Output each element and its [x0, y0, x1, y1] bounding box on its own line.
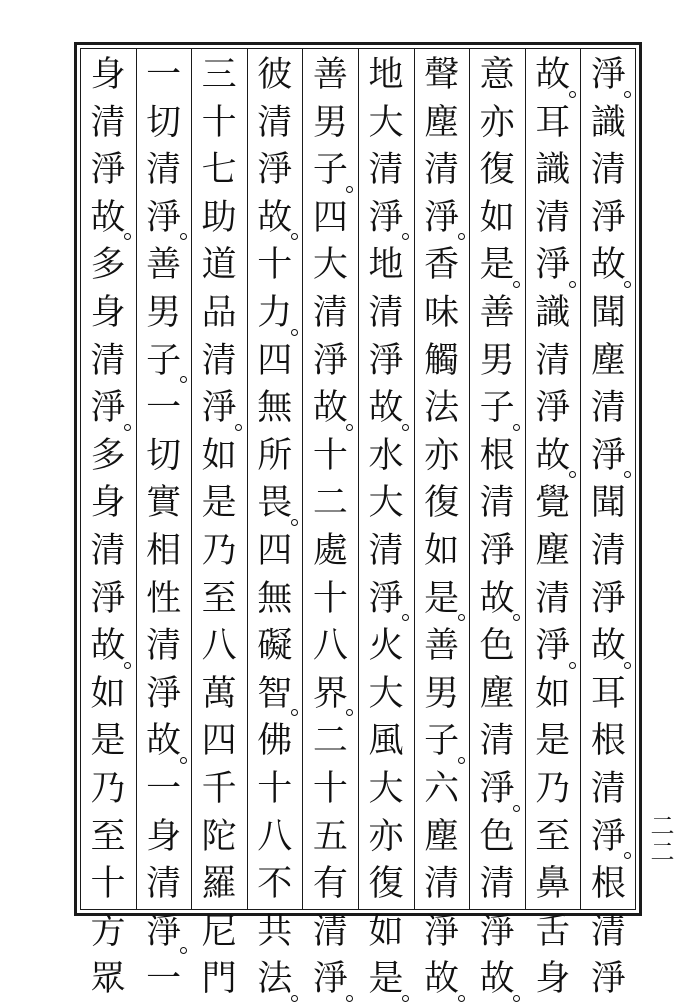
character: 無: [257, 578, 293, 619]
character: 故: [532, 433, 574, 481]
character: 性: [146, 578, 182, 619]
character: 男: [146, 292, 182, 333]
punctuation-circle: [624, 662, 631, 669]
character: 如: [368, 911, 404, 952]
character: 覺: [535, 483, 571, 524]
character: 清: [90, 530, 126, 571]
character: 一: [146, 388, 182, 429]
punctuation-circle: [513, 995, 520, 1002]
character: 識: [590, 102, 626, 143]
character: 清: [590, 388, 626, 429]
character: 清: [312, 911, 348, 952]
text-column: [470, 52, 524, 1000]
character: 故: [309, 385, 351, 433]
column-rule: [414, 48, 415, 910]
character: 淨: [146, 673, 182, 714]
character: 地: [368, 245, 404, 286]
character: 眾: [90, 959, 126, 1000]
character: 七: [201, 150, 237, 191]
character: 故: [254, 195, 296, 243]
punctuation-circle: [569, 662, 576, 669]
character: 淨: [87, 385, 129, 433]
character: 二: [312, 721, 348, 762]
character: 故: [476, 956, 518, 1004]
character: 身: [90, 55, 126, 95]
character: 淨: [257, 150, 293, 191]
character: 色: [479, 816, 515, 857]
character: 身: [90, 483, 126, 524]
character: 塵: [590, 340, 626, 381]
character: 八: [257, 816, 293, 857]
character: 是: [535, 721, 571, 762]
punctuation-circle: [624, 471, 631, 478]
character: 故: [532, 52, 574, 100]
punctuation-circle: [513, 614, 520, 621]
character: 相: [146, 530, 182, 571]
character: 善: [312, 55, 348, 95]
character: 清: [90, 102, 126, 143]
punctuation-circle: [624, 281, 631, 288]
character: 清: [590, 530, 626, 571]
character: 識: [535, 150, 571, 191]
character: 十: [312, 578, 348, 619]
character: 大: [368, 768, 404, 809]
character: 畏: [254, 480, 296, 528]
character: 四: [257, 530, 293, 571]
character: 淨: [587, 433, 629, 481]
character: 清: [479, 483, 515, 524]
character: 大: [368, 102, 404, 143]
character: 地: [368, 55, 404, 95]
character: 清: [257, 102, 293, 143]
character: 亦: [368, 816, 404, 857]
character: 男: [479, 340, 515, 381]
character: 三: [201, 55, 237, 95]
character: 共: [257, 911, 293, 952]
character: 至: [90, 816, 126, 857]
character: 清: [201, 340, 237, 381]
character: 塵: [424, 102, 460, 143]
punctuation-circle: [291, 519, 298, 526]
character: 清: [424, 150, 460, 191]
character: 實: [146, 483, 182, 524]
character: 淨: [590, 578, 626, 619]
character: 八: [201, 626, 237, 667]
punctuation-circle: [624, 852, 631, 859]
page-number: 二二: [646, 813, 674, 865]
character: 故: [87, 623, 129, 671]
character: 陀: [201, 816, 237, 857]
punctuation-circle: [624, 91, 631, 98]
punctuation-circle: [291, 995, 298, 1002]
punctuation-circle: [569, 471, 576, 478]
character: 淨: [590, 959, 626, 1000]
character: 處: [312, 530, 348, 571]
column-rule: [358, 48, 359, 910]
punctuation-circle: [346, 424, 353, 431]
character: 清: [368, 292, 404, 333]
character: 根: [479, 435, 515, 476]
character: 切: [146, 435, 182, 476]
character: 五: [312, 816, 348, 857]
character: 十: [257, 245, 293, 286]
character: 子: [421, 718, 463, 766]
character: 善: [479, 292, 515, 333]
character: 聞: [590, 483, 626, 524]
character: 千: [201, 768, 237, 809]
character: 清: [535, 197, 571, 238]
character: 至: [535, 816, 571, 857]
character: 復: [424, 483, 460, 524]
character: 淨: [424, 911, 460, 952]
character: 觸: [424, 340, 460, 381]
character: 四: [312, 197, 348, 238]
character: 佛: [257, 721, 293, 762]
punctuation-circle: [402, 233, 409, 240]
character: 清: [590, 911, 626, 952]
character: 淨: [479, 530, 515, 571]
character: 羅: [201, 864, 237, 905]
character: 淨: [365, 195, 407, 243]
character: 如: [201, 435, 237, 476]
character: 身: [146, 816, 182, 857]
punctuation-circle: [291, 709, 298, 716]
character: 淨: [587, 52, 629, 100]
punctuation-circle: [180, 757, 187, 764]
character: 如: [535, 673, 571, 714]
character: 聞: [590, 292, 626, 333]
text-column: [526, 52, 580, 1000]
character: 故: [421, 956, 463, 1004]
character: 力: [254, 290, 296, 338]
character: 子: [476, 385, 518, 433]
punctuation-circle: [124, 424, 131, 431]
punctuation-circle: [291, 329, 298, 336]
character: 無: [257, 388, 293, 429]
character: 淨: [143, 195, 185, 243]
character: 十: [312, 768, 348, 809]
character: 淨: [198, 385, 240, 433]
character: 亦: [424, 435, 460, 476]
character: 復: [368, 864, 404, 905]
character: 鼻: [535, 864, 571, 905]
character: 六: [424, 768, 460, 809]
character: 故: [587, 242, 629, 290]
character: 淨: [532, 623, 574, 671]
punctuation-circle: [569, 91, 576, 98]
character: 道: [201, 245, 237, 286]
character: 萬: [201, 673, 237, 714]
character: 品: [201, 292, 237, 333]
character: 故: [587, 623, 629, 671]
character: 耳: [590, 673, 626, 714]
character: 切: [146, 102, 182, 143]
character: 子: [143, 338, 185, 386]
character: 根: [590, 721, 626, 762]
text-column: [415, 52, 469, 1000]
character: 彼: [257, 55, 293, 95]
character: 意: [479, 55, 515, 95]
character: 淨: [587, 814, 629, 862]
character: 一: [146, 768, 182, 809]
character: 是: [476, 242, 518, 290]
punctuation-circle: [124, 233, 131, 240]
character: 風: [368, 721, 404, 762]
character: 有: [312, 864, 348, 905]
character: 水: [368, 435, 404, 476]
punctuation-circle: [458, 995, 465, 1002]
column-rule: [302, 48, 303, 910]
character: 如: [90, 673, 126, 714]
punctuation-circle: [180, 376, 187, 383]
character: 故: [365, 385, 407, 433]
character: 清: [590, 150, 626, 191]
character: 法: [424, 388, 460, 429]
text-column: [137, 52, 191, 1000]
character: 香: [424, 245, 460, 286]
character: 身: [90, 292, 126, 333]
character: 清: [368, 150, 404, 191]
character: 智: [254, 671, 296, 719]
character: 淨: [535, 388, 571, 429]
character: 亦: [479, 102, 515, 143]
punctuation-circle: [402, 614, 409, 621]
character: 清: [368, 530, 404, 571]
character: 乃: [201, 530, 237, 571]
punctuation-circle: [124, 662, 131, 669]
character: 至: [201, 578, 237, 619]
character: 淨: [532, 242, 574, 290]
character: 淨: [143, 909, 185, 957]
punctuation-circle: [513, 281, 520, 288]
character: 淨: [590, 197, 626, 238]
character: 故: [476, 576, 518, 624]
character: 清: [535, 340, 571, 381]
character: 塵: [424, 816, 460, 857]
character: 清: [312, 292, 348, 333]
character: 礙: [257, 626, 293, 667]
character: 男: [312, 102, 348, 143]
punctuation-circle: [346, 709, 353, 716]
character: 善: [146, 245, 182, 286]
character: 身: [535, 959, 571, 1000]
character: 淨: [476, 766, 518, 814]
text-column: [192, 52, 246, 1000]
character: 乃: [535, 768, 571, 809]
punctuation-circle: [402, 995, 409, 1002]
character: 淨: [365, 576, 407, 624]
character: 是: [201, 483, 237, 524]
character: 淨: [90, 150, 126, 191]
character: 根: [590, 864, 626, 905]
character: 淨: [368, 340, 404, 381]
punctuation-circle: [346, 995, 353, 1002]
punctuation-circle: [458, 757, 465, 764]
character: 淨: [309, 956, 351, 1004]
character: 清: [146, 626, 182, 667]
character: 塵: [535, 530, 571, 571]
character: 清: [590, 768, 626, 809]
punctuation-circle: [346, 186, 353, 193]
character: 清: [479, 864, 515, 905]
character: 舌: [535, 911, 571, 952]
character: 大: [368, 483, 404, 524]
character: 十: [312, 435, 348, 476]
column-rule: [247, 48, 248, 910]
character: 塵: [479, 673, 515, 714]
character: 助: [201, 197, 237, 238]
character: 十: [257, 768, 293, 809]
character: 乃: [90, 768, 126, 809]
character: 所: [257, 435, 293, 476]
character: 不: [257, 864, 293, 905]
text-column: [581, 52, 635, 1000]
punctuation-circle: [513, 805, 520, 812]
character: 多: [90, 245, 126, 286]
character: 二: [312, 483, 348, 524]
character: 火: [368, 626, 404, 667]
punctuation-circle: [458, 614, 465, 621]
character: 四: [257, 340, 293, 381]
character: 識: [535, 292, 571, 333]
character: 清: [90, 340, 126, 381]
punctuation-circle: [235, 424, 242, 431]
character: 是: [90, 721, 126, 762]
character: 如: [479, 197, 515, 238]
column-rule: [191, 48, 192, 910]
character: 十: [90, 864, 126, 905]
text-column: [359, 52, 413, 1000]
character: 門: [201, 959, 237, 1000]
character: 清: [424, 864, 460, 905]
character: 淨: [90, 578, 126, 619]
character: 耳: [535, 102, 571, 143]
character: 聲: [424, 55, 460, 95]
character: 八: [312, 626, 348, 667]
character: 界: [309, 671, 351, 719]
character: 清: [479, 721, 515, 762]
punctuation-circle: [513, 424, 520, 431]
character: 淨: [312, 340, 348, 381]
character: 四: [201, 721, 237, 762]
column-rule: [469, 48, 470, 910]
character: 清: [535, 578, 571, 619]
punctuation-circle: [180, 947, 187, 954]
punctuation-circle: [291, 233, 298, 240]
character: 故: [87, 195, 129, 243]
character: 善: [424, 626, 460, 667]
text-column: [248, 52, 302, 1000]
character: 清: [146, 864, 182, 905]
character: 男: [424, 673, 460, 714]
character: 是: [421, 576, 463, 624]
character: 子: [309, 147, 351, 195]
text-column: [81, 52, 135, 1000]
character: 淨: [421, 195, 463, 243]
character: 尼: [201, 911, 237, 952]
punctuation-circle: [180, 233, 187, 240]
column-rule: [580, 48, 581, 910]
character: 復: [479, 150, 515, 191]
punctuation-circle: [402, 424, 409, 431]
character: 多: [90, 435, 126, 476]
character: 味: [424, 292, 460, 333]
punctuation-circle: [569, 281, 576, 288]
column-rule: [525, 48, 526, 910]
punctuation-circle: [458, 233, 465, 240]
character: 如: [424, 530, 460, 571]
text-column: [303, 52, 357, 1000]
column-rule: [136, 48, 137, 910]
character: 清: [146, 150, 182, 191]
character: 方: [90, 911, 126, 952]
character: 大: [312, 245, 348, 286]
character: 故: [143, 718, 185, 766]
character: 色: [479, 626, 515, 667]
character: 法: [254, 956, 296, 1004]
character: 一: [146, 959, 182, 1000]
character: 一: [146, 55, 182, 95]
character: 是: [365, 956, 407, 1004]
character: 大: [368, 673, 404, 714]
character: 十: [201, 102, 237, 143]
character: 淨: [479, 911, 515, 952]
